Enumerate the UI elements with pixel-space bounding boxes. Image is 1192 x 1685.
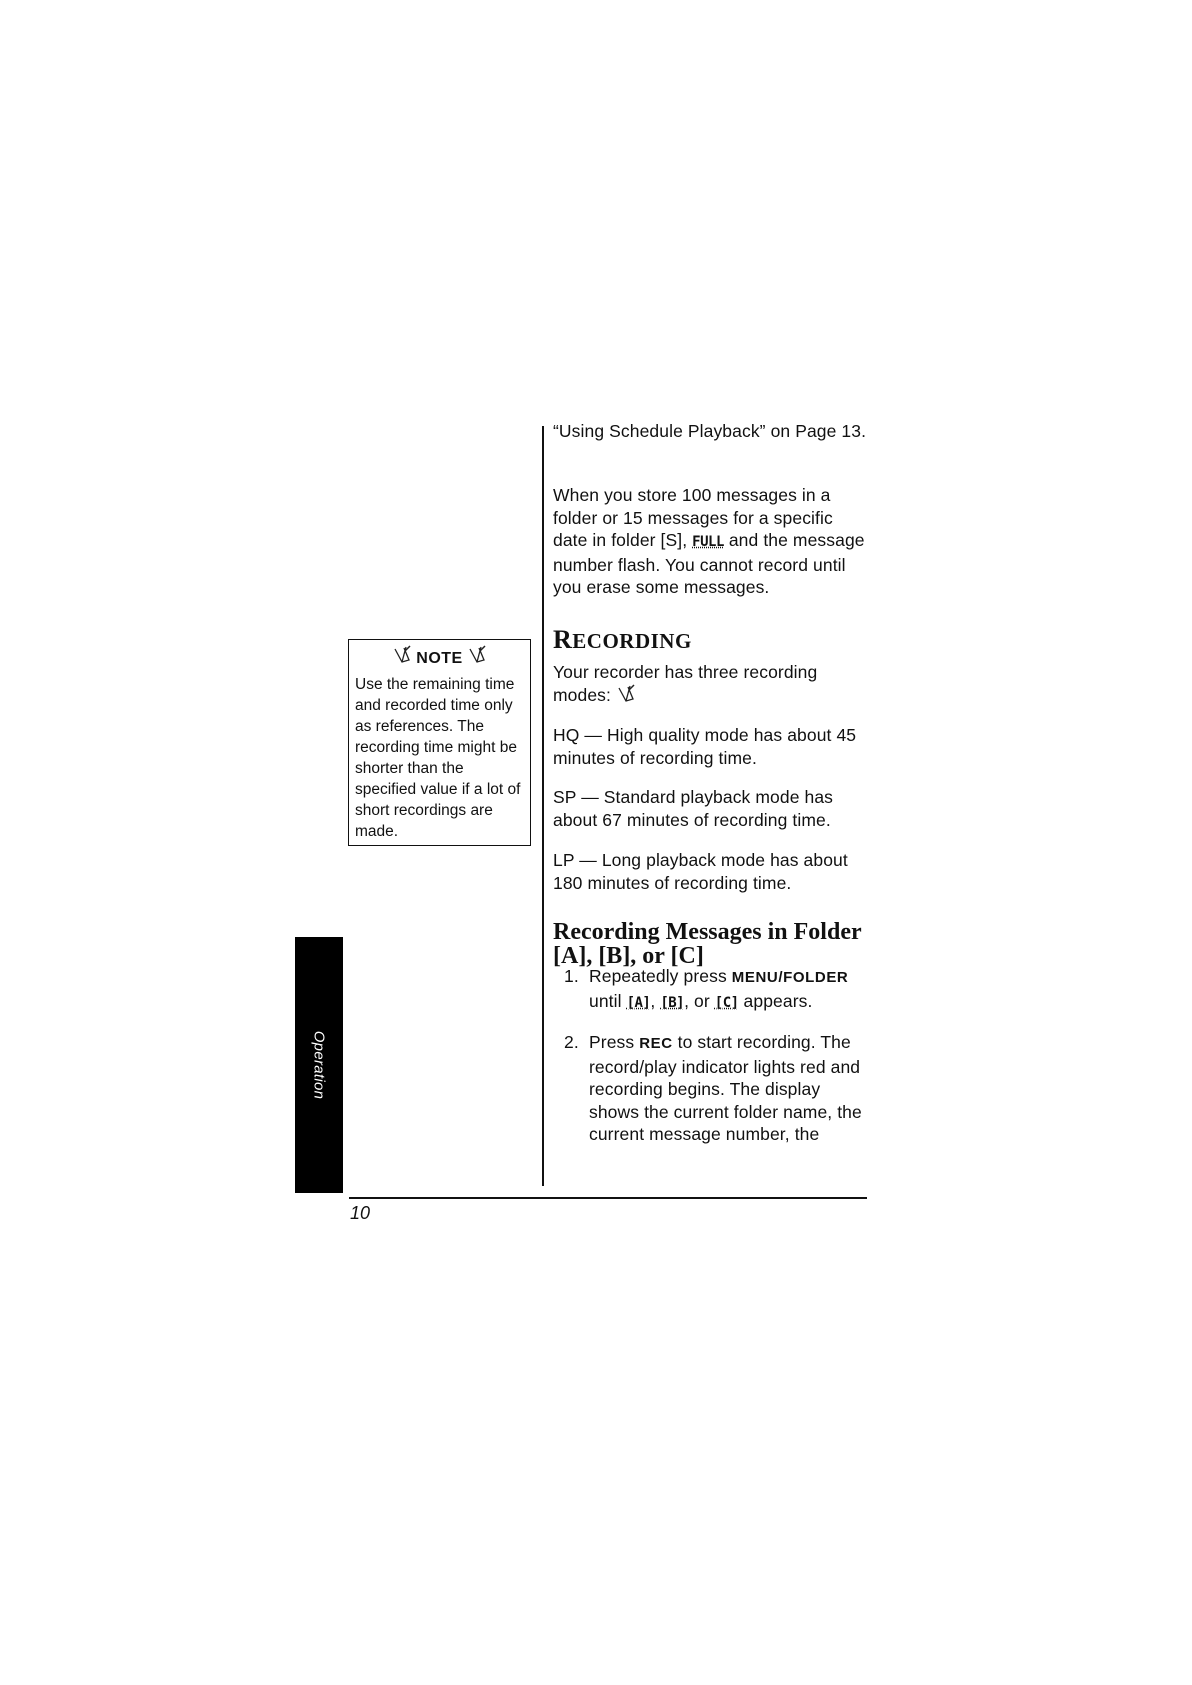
folder-full-paragraph [553,484,871,599]
note-text: Use the remaining time and recorded time only as references. The recording time might be shorter than the specified value if a lot of short recordings are made. [355,676,521,840]
lcd-folder-c: [C] [714,994,739,1011]
step-text: until [589,990,627,1011]
recording-intro-text: Your recorder has three recording modes: [553,662,818,705]
lcd-full-indicator: FULL [692,534,724,550]
recording-intro [553,661,871,709]
page-number: 10 [350,1203,371,1223]
note-heading-label: NOTE [416,650,463,667]
folder-heading-line-2: [A], [B], or [C] [553,943,704,969]
note-pad-icon [467,645,487,670]
folder-section-heading [553,920,873,968]
rec-key: REC [639,1035,673,1052]
section-tab-label: Operation [310,1030,328,1100]
recording-heading-initial: R [553,625,573,654]
note-box [348,639,531,846]
folder-full-text-2: and the message number flash. You cannot record until you erase some messages. [553,530,865,597]
note-pad-icon [616,684,636,710]
lcd-folder-a: [A] [626,994,651,1011]
mode-hq [553,724,871,769]
step-text: appears. [738,990,813,1011]
step-text: Repeatedly press [589,966,732,986]
mode-lp [553,849,871,894]
mode-hq-text: HQ — High quality mode has about 45 minutes of recording time. [553,725,857,768]
mode-sp-text: SP — Standard playback mode has about 67 minutes of recording time. [553,787,834,830]
note-pad-icon [392,645,412,670]
steps-list [553,965,871,1146]
mode-lp-text: LP — Long playback mode has about 180 minutes of recording time. [553,850,848,893]
step-number: 2. [564,1032,579,1052]
section-tab [295,937,343,1193]
column-divider [542,426,544,1186]
step-2 [553,1031,871,1146]
menu-folder-key: MENU/FOLDER [731,969,849,986]
step-1 [553,965,871,1014]
step-text: , [650,990,661,1011]
recording-heading-rest: ECORDING [572,629,692,653]
step-number: 1. [564,966,579,986]
step-text: to start recording. The record/play indicator lights red and recording begins. The display shows the current folder name, the current message number, the [589,1032,862,1144]
mode-sp [553,786,871,831]
folder-full-text-1: When you store 100 messages in a folder or 15 messages for a specific date in folder [S], [553,485,833,550]
lcd-folder-b: [B] [660,994,685,1011]
folder-heading-line-1: Recording Messages in Folder [553,919,862,945]
step-text: Press [589,1032,640,1052]
continuation-paragraph: “Using Schedule Playback” on Page 13. [553,421,867,441]
continuation-text [553,420,871,443]
recording-heading [553,625,692,655]
step-text: , or [684,990,715,1011]
footer-rule [349,1197,867,1199]
note-heading [349,645,530,670]
